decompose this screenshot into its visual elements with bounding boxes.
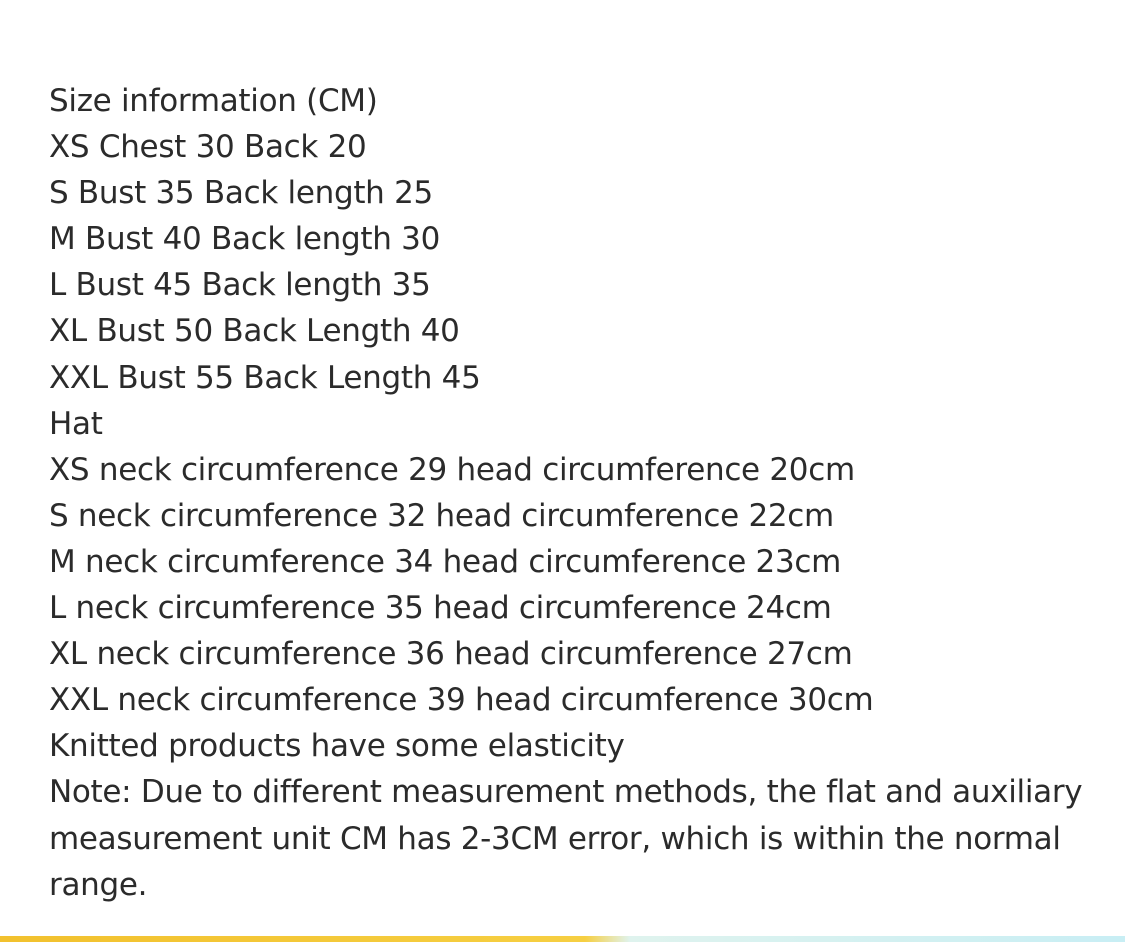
hat-line-m: M neck circumference 34 head circumference 23cm [49, 543, 842, 580]
elasticity-note: Knitted products have some elasticity [49, 728, 625, 765]
hat-line-xxl: XXL neck circumference 39 head circumference 30cm [49, 682, 874, 719]
hat-line-xl: XL neck circumference 36 head circumference 27cm [49, 636, 853, 673]
hat-line-s: S neck circumference 32 head circumference 22cm [49, 497, 834, 534]
heading-size-information: Size information (CM) [49, 83, 378, 119]
hat-line-xs: XS neck circumference 29 head circumference 20cm [49, 451, 855, 488]
bottom-gradient-bar [0, 936, 1125, 942]
size-line-m: M Bust 40 Back length 30 [49, 221, 441, 258]
size-line-xxl: XXL Bust 55 Back Length 45 [49, 359, 481, 396]
hat-line-l: L neck circumference 35 head circumference 24cm [49, 590, 832, 627]
size-line-xs: XS Chest 30 Back 20 [49, 129, 367, 166]
heading-hat: Hat [49, 405, 103, 442]
size-line-xl: XL Bust 50 Back Length 40 [49, 313, 460, 350]
size-line-s: S Bust 35 Back length 25 [49, 175, 433, 212]
size-line-l: L Bust 45 Back length 35 [49, 267, 431, 304]
size-information-text [49, 78, 1089, 908]
measurement-note: Note: Due to different measurement methods, the flat and auxiliary measurement unit CM has 2-3CM error, which is within the normal range. [49, 774, 1083, 903]
